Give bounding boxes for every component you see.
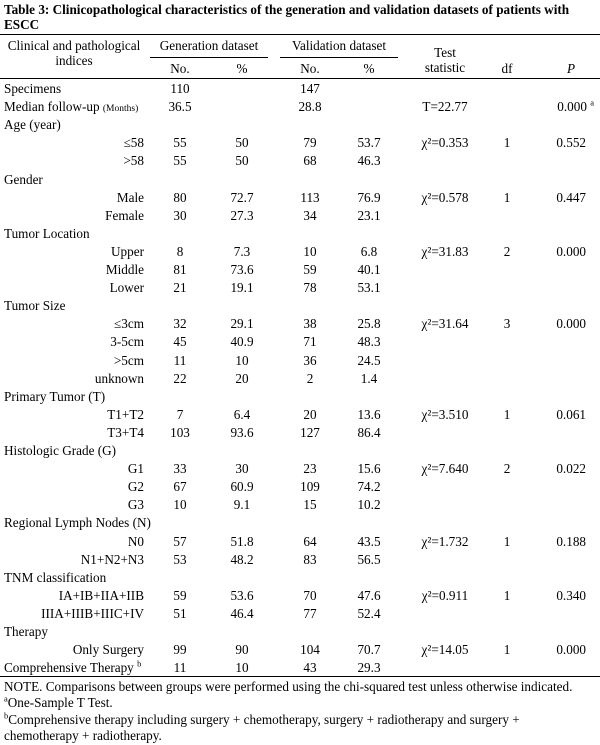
row-label: Histologic Grade (G)	[4, 443, 117, 458]
val-pct-cell: 47.6	[357, 587, 381, 603]
gen-pct-cell: 60.9	[230, 479, 254, 495]
gen-pct-cell: 9.1	[233, 497, 251, 513]
gen-pct-cell: 20	[235, 370, 249, 386]
val-no-cell: 78	[303, 280, 317, 296]
df-cell: 1	[503, 135, 511, 151]
row-label: Tumor Size	[4, 298, 66, 314]
row-label: IIIA+IIIB+IIIC+IV	[41, 605, 144, 621]
test-statistic-cell: χ²=1.732	[421, 533, 469, 549]
gen-pct-cell: 10	[235, 660, 249, 676]
table-row	[0, 315, 600, 333]
df-cell: 2	[503, 243, 511, 259]
df-cell: 2	[503, 461, 511, 477]
p-value-cell: 0.000	[556, 316, 586, 332]
p-header: P	[566, 61, 576, 76]
table-row	[0, 659, 600, 677]
val-no-header: No.	[300, 61, 320, 76]
val-no-cell: 109	[300, 479, 320, 495]
test-statistic-cell: χ²=0.911	[421, 587, 469, 603]
test-statistic-cell: T=22.77	[422, 99, 468, 115]
gen-no-cell: 67	[173, 479, 187, 495]
table-row	[0, 569, 600, 587]
p-value-cell: 0.000	[556, 642, 586, 658]
table-row	[0, 352, 600, 370]
row-label: Primary Tumor (T)	[4, 388, 106, 404]
val-no-cell: 70	[303, 587, 317, 603]
val-pct-cell: 43.5	[357, 533, 381, 549]
val-no-cell: 147	[300, 81, 320, 96]
note-text: NOTE. Comparisons between groups were performed using the chi-squared test unless otherwise indicated.	[4, 679, 573, 694]
val-pct-cell: 40.1	[357, 262, 381, 277]
val-no-cell: 104	[300, 642, 320, 658]
p-value-cell: 0.552	[556, 135, 586, 151]
gen-pct-cell: 29.1	[230, 316, 254, 332]
footnote-b-text: Comprehensive therapy including surgery + chemotherapy, surgery + radiotherapy and surgery + chemotherapy + radiotherapy.	[4, 712, 520, 743]
p-value-cell: 0.061	[556, 406, 586, 422]
row-label: T1+T2	[107, 406, 144, 422]
table-row	[0, 442, 600, 460]
indices-header	[0, 38, 148, 68]
row-label: N1+N2+N3	[80, 551, 144, 567]
val-pct-cell: 48.3	[357, 334, 381, 350]
gen-pct-cell: 90	[235, 642, 249, 658]
val-pct-cell: 76.9	[357, 189, 381, 205]
row-label: Lower	[109, 280, 144, 296]
val-no-cell: 113	[300, 189, 320, 205]
gen-pct-cell: 93.6	[230, 424, 254, 440]
gen-no-cell: 103	[170, 424, 190, 440]
gen-no-cell: 51	[173, 605, 187, 621]
val-pct-cell: 74.2	[357, 479, 381, 495]
table-row	[0, 152, 600, 170]
test-header-line2: statistic	[424, 60, 466, 75]
footnote-a	[4, 695, 596, 711]
table-row	[0, 116, 600, 134]
bottom-rule	[0, 676, 600, 677]
row-label: G1	[127, 461, 144, 477]
table-row	[0, 641, 600, 659]
footnote-a-marker: a	[4, 693, 8, 704]
row-label: unknown	[94, 370, 144, 386]
gen-no-cell: 11	[173, 660, 187, 676]
indices-header-line1: Clinical and pathological	[7, 38, 141, 53]
p-value-group	[557, 98, 594, 116]
test-statistic-cell: χ²=3.510	[421, 406, 469, 422]
table-row	[0, 80, 600, 98]
row-label: T3+T4	[107, 424, 144, 440]
gen-pct-cell: 53.6	[230, 587, 254, 603]
val-no-cell: 2	[306, 370, 314, 386]
val-no-cell: 71	[303, 334, 317, 350]
row-label: Tumor Location	[4, 225, 90, 241]
footnote-a-text: One-Sample T Test.	[7, 695, 113, 710]
val-no-cell: 68	[303, 153, 317, 169]
table-row	[0, 623, 600, 641]
row-label: Comprehensive Therapy	[4, 660, 134, 676]
row-label: 3-5cm	[110, 334, 144, 350]
p-value-cell: 0.188	[556, 533, 586, 549]
table-row	[0, 225, 600, 243]
table-row	[0, 279, 600, 297]
row-label: TNM classification	[4, 569, 107, 585]
val-pct-cell: 46.3	[357, 153, 381, 169]
p-value-cell: 0.000	[557, 99, 587, 115]
gen-no-cell: 53	[173, 551, 187, 567]
gen-no-cell: 33	[173, 461, 187, 477]
row-label: ≤58	[123, 135, 144, 151]
table-row	[0, 496, 600, 514]
p-value-footnote-marker: a	[590, 97, 594, 108]
generation-header: Generation dataset	[159, 38, 259, 53]
gen-no-cell: 36.5	[168, 99, 192, 115]
val-pct-cell: 52.4	[357, 605, 381, 621]
gen-pct-cell: 10	[235, 352, 249, 368]
row-label: G3	[127, 497, 144, 513]
test-statistic-header	[410, 45, 480, 75]
gen-no-cell: 80	[173, 189, 187, 205]
gen-no-cell: 7	[176, 406, 184, 422]
gen-no-cell: 110	[170, 81, 190, 96]
gen-pct-cell: 46.4	[230, 605, 254, 621]
table-row	[0, 605, 600, 623]
df-cell: 1	[503, 406, 511, 422]
gen-no-cell: 22	[173, 370, 187, 386]
val-pct-cell: 15.6	[357, 461, 381, 477]
gen-pct-cell: 51.8	[230, 533, 254, 549]
note-line	[4, 679, 596, 695]
gen-pct-cell: 73.6	[230, 262, 254, 277]
row-label: ≤3cm	[114, 316, 144, 332]
df-cell: 3	[503, 316, 511, 332]
row-label: Upper	[111, 243, 144, 259]
footnote-b	[4, 712, 596, 744]
p-value-cell: 0.447	[556, 189, 586, 205]
df-cell: 1	[503, 642, 511, 658]
val-pct-header: %	[363, 61, 375, 76]
table-row	[0, 98, 600, 116]
val-no-cell: 28.8	[298, 99, 322, 115]
row-label: Only Surgery	[72, 642, 144, 658]
table-row	[0, 514, 600, 532]
val-no-cell: 34	[303, 207, 317, 223]
gen-pct-cell: 50	[235, 135, 249, 151]
test-statistic-cell: χ²=31.64	[421, 316, 469, 332]
val-pct-cell: 70.7	[357, 642, 381, 658]
table-row	[0, 587, 600, 605]
df-cell: 1	[503, 587, 511, 603]
val-pct-cell: 25.8	[357, 316, 381, 332]
df-header: df	[501, 61, 513, 76]
val-pct-cell: 53.1	[357, 280, 381, 296]
gen-pct-cell: 19.1	[230, 280, 254, 296]
row-label-group	[4, 98, 138, 118]
gen-pct-cell: 7.3	[233, 243, 251, 259]
gen-no-cell: 11	[173, 352, 187, 368]
row-label: Regional Lymph Nodes (N)	[4, 515, 151, 531]
test-statistic-cell: χ²=14.05	[421, 642, 469, 658]
table-row	[0, 171, 600, 189]
gen-pct-cell: 40.9	[230, 334, 254, 350]
row-label: Median follow-up	[4, 99, 100, 115]
gen-no-cell: 55	[173, 135, 187, 151]
table-row	[0, 424, 600, 442]
generation-underline	[150, 57, 268, 58]
row-label: N0	[127, 533, 144, 549]
row-label: Middle	[105, 262, 144, 277]
table-row	[0, 460, 600, 478]
gen-no-cell: 59	[173, 587, 187, 603]
val-no-cell: 23	[303, 461, 317, 477]
gen-no-header: No.	[170, 61, 190, 76]
table-row	[0, 551, 600, 569]
p-value-cell: 0.340	[556, 587, 586, 603]
val-no-cell: 15	[303, 497, 317, 513]
top-rule	[0, 34, 600, 35]
gen-no-cell: 8	[176, 243, 184, 259]
val-no-cell: 36	[303, 352, 317, 368]
table-row	[0, 478, 600, 496]
table-row	[0, 134, 600, 152]
row-label: >58	[123, 153, 144, 169]
row-label: Therapy	[4, 624, 48, 639]
val-pct-cell: 1.4	[360, 370, 378, 386]
gen-pct-cell: 48.2	[230, 551, 254, 567]
val-pct-cell: 24.5	[357, 352, 381, 368]
table-row	[0, 333, 600, 351]
row-label-group	[4, 659, 141, 677]
gen-no-cell: 81	[173, 262, 187, 277]
val-pct-cell: 6.8	[360, 243, 378, 259]
val-no-cell: 59	[303, 262, 317, 277]
val-pct-cell: 86.4	[357, 424, 381, 440]
table-row	[0, 243, 600, 261]
gen-no-cell: 30	[173, 207, 187, 223]
val-no-cell: 77	[303, 605, 317, 621]
gen-pct-cell: 72.7	[230, 189, 254, 205]
val-pct-cell: 23.1	[357, 207, 381, 223]
row-label: Age (year)	[4, 117, 61, 133]
table-row	[0, 207, 600, 225]
val-no-cell: 127	[300, 424, 320, 440]
row-label: Specimens	[4, 81, 62, 96]
row-label: IA+IB+IIA+IIB	[58, 587, 144, 603]
val-no-cell: 64	[303, 533, 317, 549]
val-no-cell: 20	[303, 406, 317, 422]
gen-pct-cell: 6.4	[233, 406, 251, 422]
row-label-footnote-marker: b	[137, 658, 142, 669]
gen-pct-header: %	[236, 61, 248, 76]
table-row	[0, 297, 600, 315]
val-no-cell: 43	[303, 660, 317, 676]
val-no-cell: 83	[303, 551, 317, 567]
val-pct-cell: 10.2	[357, 497, 381, 513]
val-pct-cell: 56.5	[357, 551, 381, 567]
test-statistic-cell: χ²=7.640	[421, 461, 469, 477]
header-rule	[0, 78, 600, 79]
validation-header: Validation dataset	[291, 38, 387, 53]
row-label: >5cm	[113, 352, 144, 368]
table-row	[0, 189, 600, 207]
row-label: Male	[116, 189, 144, 205]
gen-no-cell: 57	[173, 533, 187, 549]
p-value-cell: 0.022	[556, 461, 586, 477]
val-pct-cell: 53.7	[357, 135, 381, 151]
footnote-b-marker: b	[4, 710, 9, 721]
gen-no-cell: 10	[173, 497, 187, 513]
test-statistic-cell: χ²=0.353	[421, 135, 469, 151]
gen-no-cell: 45	[173, 334, 187, 350]
row-label-unit: (Months)	[102, 104, 139, 115]
gen-pct-cell: 27.3	[230, 207, 254, 223]
p-value-cell: 0.000	[556, 243, 586, 259]
test-statistic-cell: χ²=0.578	[421, 189, 469, 205]
val-no-cell: 10	[303, 243, 317, 259]
val-pct-cell: 13.6	[357, 406, 381, 422]
gen-no-cell: 55	[173, 153, 187, 169]
val-pct-cell: 29.3	[357, 660, 381, 676]
gen-pct-cell: 30	[235, 461, 249, 477]
test-header-line1: Test	[434, 45, 456, 60]
row-label: Female	[105, 207, 144, 223]
table-title: Table 3: Clinicopathological characteristics of the generation and validation datasets of patients with ESCC	[4, 2, 570, 32]
row-label: G2	[127, 479, 144, 495]
table-row	[0, 370, 600, 388]
df-cell: 1	[503, 533, 511, 549]
row-label: Gender	[4, 171, 43, 187]
gen-no-cell: 32	[173, 316, 187, 332]
validation-underline	[280, 57, 398, 58]
gen-no-cell: 21	[173, 280, 187, 296]
table-row	[0, 533, 600, 551]
table-row	[0, 388, 600, 406]
table-row	[0, 406, 600, 424]
test-statistic-cell: χ²=31.83	[421, 243, 469, 259]
val-no-cell: 79	[303, 135, 317, 151]
df-cell: 1	[503, 189, 511, 205]
table-row	[0, 261, 600, 279]
gen-pct-cell: 50	[235, 153, 249, 169]
indices-header-line2: indices	[55, 53, 93, 68]
gen-no-cell: 99	[173, 642, 187, 658]
val-no-cell: 38	[303, 316, 317, 332]
